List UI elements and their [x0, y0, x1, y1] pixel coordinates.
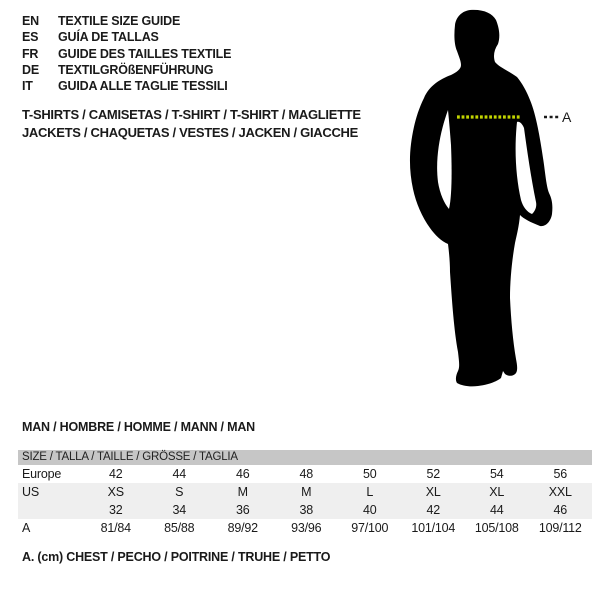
- lang-row-en: [22, 13, 231, 29]
- cell: 40: [362, 503, 377, 517]
- lang-code: DE: [22, 63, 39, 78]
- lang-row-it: [22, 78, 231, 94]
- lang-code: IT: [22, 79, 33, 94]
- size-table-header: SIZE / TALLA / TAILLE / GRÖSSE / TAGLIA: [18, 450, 592, 465]
- table-row-numeric: [18, 501, 592, 519]
- cell: 54: [489, 467, 504, 481]
- measurement-footnote: A. (cm) CHEST / PECHO / POITRINE / TRUHE / PETTO: [22, 550, 331, 564]
- cell: 38: [299, 503, 313, 517]
- lang-row-de: [22, 62, 231, 78]
- cell: 89/92: [227, 521, 258, 535]
- cell: 42: [426, 503, 440, 517]
- cell: 52: [426, 467, 440, 481]
- lang-label: TEXTILE SIZE GUIDE: [58, 14, 181, 29]
- category-block: [22, 106, 361, 141]
- lang-row-es: [22, 29, 231, 45]
- cell: 36: [235, 503, 250, 517]
- lang-label: GUIDA ALLE TAGLIE TESSILI: [58, 79, 228, 94]
- cell: 97/100: [351, 521, 389, 535]
- size-figure: [400, 0, 575, 400]
- cell: 81/84: [100, 521, 131, 535]
- row-label: US: [22, 485, 39, 499]
- cell: M: [301, 485, 312, 499]
- cell: XXL: [548, 485, 572, 499]
- cell: M: [237, 485, 248, 499]
- cell: XL: [489, 485, 505, 499]
- row-label: A: [22, 521, 31, 535]
- lang-code: ES: [22, 30, 39, 45]
- cell: 44: [172, 467, 186, 481]
- section-title-man: MAN / HOMBRE / HOMME / MANN / MAN: [22, 420, 255, 434]
- cell: 101/104: [411, 521, 456, 535]
- cell: 93/96: [291, 521, 322, 535]
- cell: 56: [553, 467, 567, 481]
- cell: 85/88: [164, 521, 195, 535]
- size-table: [18, 450, 592, 537]
- cell: XS: [107, 485, 124, 499]
- cell: 46: [553, 503, 567, 517]
- cell: 42: [108, 467, 123, 481]
- lang-row-fr: [22, 46, 231, 62]
- cell: 44: [489, 503, 504, 517]
- cell: S: [175, 485, 184, 499]
- cell: 32: [108, 503, 123, 517]
- cell: 109/112: [538, 521, 582, 535]
- table-row-chest-a: [18, 519, 592, 537]
- cell: L: [366, 485, 374, 499]
- lang-code: FR: [22, 46, 39, 61]
- measure-label-a: A: [562, 109, 572, 125]
- category-line-tshirts: T-SHIRTS / CAMISETAS / T-SHIRT / T-SHIRT / MAGLIETTE: [22, 107, 361, 122]
- cell: 48: [299, 467, 313, 481]
- category-line-jackets: JACKETS / CHAQUETAS / VESTES / JACKEN / GIACCHE: [22, 124, 358, 140]
- lang-code: EN: [22, 14, 39, 29]
- language-guide-block: [22, 13, 231, 94]
- lang-label: GUÍA DE TALLAS: [58, 30, 159, 45]
- lang-label: GUIDE DES TAILLES TEXTILE: [58, 46, 232, 61]
- cell: 50: [362, 467, 377, 481]
- cell: 105/108: [474, 521, 519, 535]
- cell: 46: [235, 467, 250, 481]
- lang-label: TEXTILGRÖßENFÜHRUNG: [58, 63, 214, 78]
- table-row-europe: [18, 465, 592, 483]
- cell: 34: [172, 503, 186, 517]
- table-row-us: [18, 483, 592, 501]
- cell: XL: [425, 485, 441, 499]
- row-label: Europe: [22, 467, 62, 481]
